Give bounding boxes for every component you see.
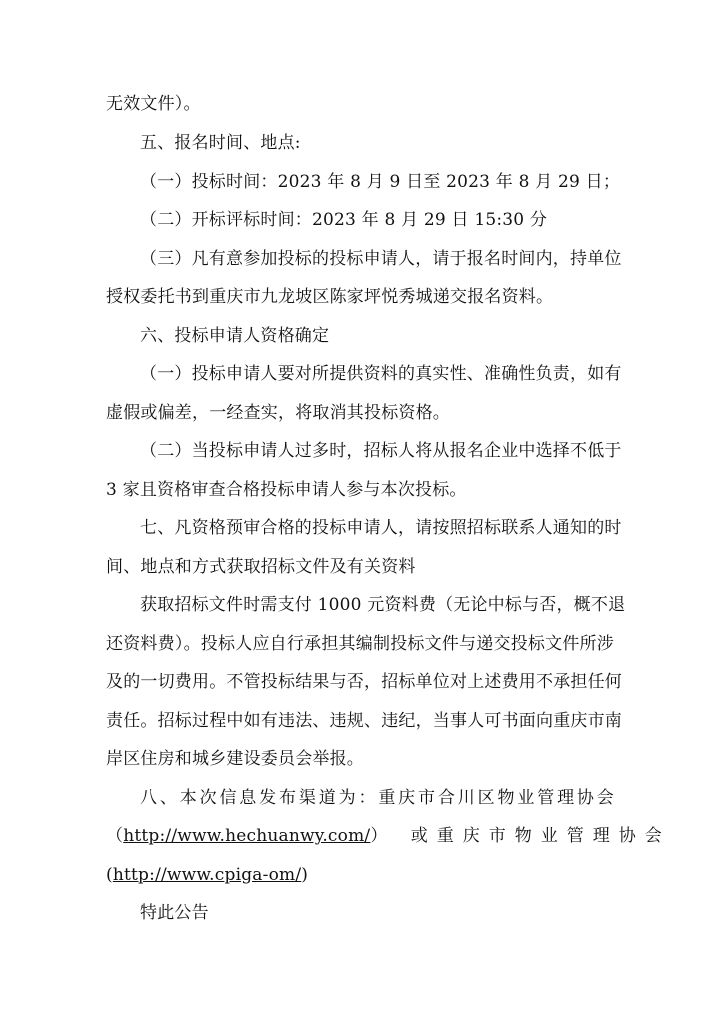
text-line-1: 无效文件）。 <box>106 94 201 114</box>
link-line <box>106 825 671 847</box>
text-line-8: （一）投标申请人要对所提供资料的真实性、准确性负责，如有 <box>140 364 622 384</box>
cpiga-link[interactable]: http://www.cpiga-om/ <box>112 865 302 885</box>
text-line-5: （三）凡有意参加投标的投标申请人，请于报名时间内，持单位 <box>140 249 622 269</box>
last-link-line <box>106 864 308 886</box>
text-line-15: 还资料费）。投标人应自行承担其编制投标文件与递交投标文件所涉 <box>106 634 614 654</box>
text-line-17: 责任。招标过程中如有违法、违规、违纪，当事人可书面向重庆市南 <box>106 711 622 731</box>
section-heading-8: 八、本次信息发布渠道为：重庆市合川区物业管理协会 <box>140 788 614 808</box>
text-line-3: （一）投标时间：2023 年 8 月 9 日至 2023 年 8 月 29 日； <box>140 172 621 192</box>
open-paren: （ <box>106 826 124 846</box>
section-heading-7: 七、凡资格预审合格的投标申请人，请按照招标联系人通知的时 <box>140 518 622 538</box>
text-line-9: 虚假或偏差，一经查实，将取消其投标资格。 <box>106 403 450 423</box>
close-paren-2: ) <box>301 865 309 885</box>
section-heading-6: 六、投标申请人资格确定 <box>140 326 330 346</box>
text-line-13: 间、地点和方式获取招标文件及有关资料 <box>106 557 416 577</box>
text-line-14: 获取招标文件时需支付 1000 元资料费（无论中标与否，概不退 <box>140 595 626 615</box>
text-line-4: （二）开标评标时间：2023 年 8 月 29 日 15:30 分 <box>140 210 548 230</box>
closing-text: 特此公告 <box>140 903 209 923</box>
text-line-16: 及的一切费用。不管投标结果与否，招标单位对上述费用不承担任何 <box>106 672 622 692</box>
link-line-text: ） 或重庆市物业管理协会 <box>370 826 671 846</box>
section-heading-5: 五、报名时间、地点: <box>140 133 301 153</box>
open-paren-2: ( <box>106 865 113 885</box>
hechuan-link[interactable]: http://www.hechuanwy.com/ <box>123 826 371 846</box>
text-line-10: （二）当投标申请人过多时，招标人将从报名企业中选择不低于 <box>140 441 622 461</box>
text-line-11: 3 家且资格审查合格投标申请人参与本次投标。 <box>106 480 467 500</box>
text-line-18: 岸区住房和城乡建设委员会举报。 <box>106 749 364 769</box>
text-line-6: 授权委托书到重庆市九龙坡区陈家坪悦秀城递交报名资料。 <box>106 287 554 307</box>
